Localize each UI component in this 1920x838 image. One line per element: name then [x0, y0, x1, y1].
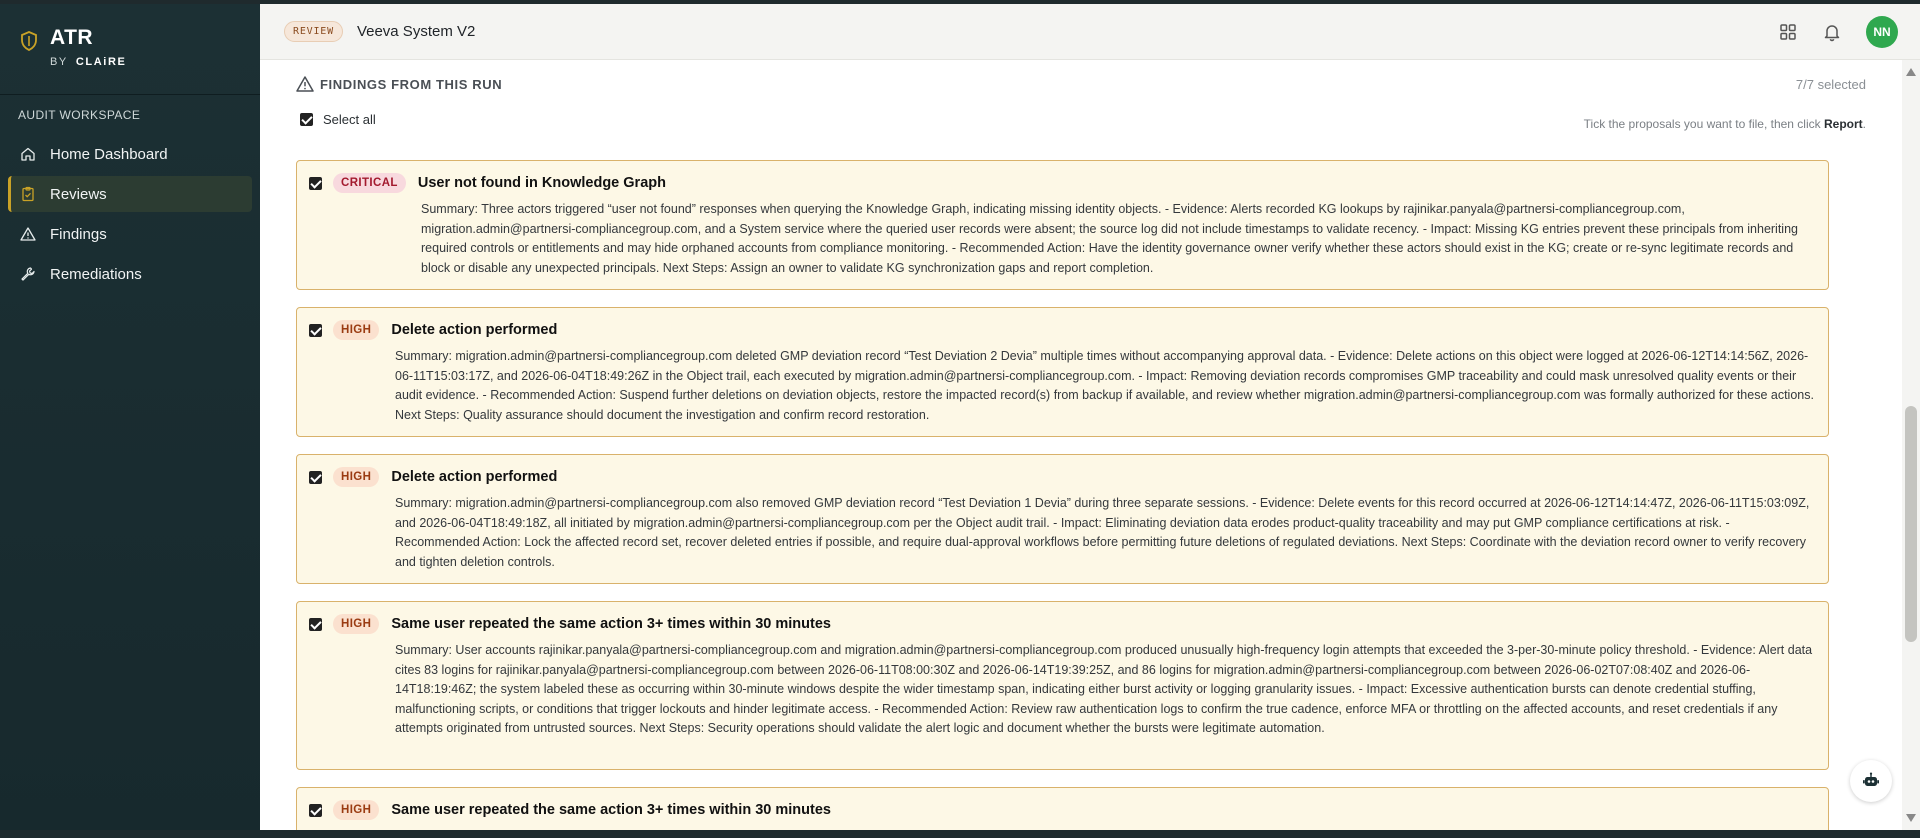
warning-icon: [20, 226, 36, 242]
finding-head: [333, 614, 831, 634]
scrollbar-thumb[interactable]: [1905, 406, 1917, 642]
severity-badge: HIGH: [333, 614, 379, 634]
finding-title: Delete action performed: [391, 469, 558, 485]
finding-title: User not found in Knowledge Graph: [417, 175, 666, 191]
hint-action: Report: [1823, 117, 1863, 131]
severity-badge: HIGH: [333, 320, 379, 340]
hint-text: Tick the proposals you want to file, then click: [1583, 117, 1821, 131]
brand-title: ATR: [50, 26, 94, 49]
scroll-down-arrow-icon[interactable]: [1906, 814, 1916, 822]
warning-icon: [296, 75, 314, 93]
selected-count: 7/7 selected: [1795, 76, 1866, 92]
finding-head: [333, 800, 831, 820]
status-badge: REVIEW: [284, 21, 343, 42]
finding-checkbox[interactable]: [309, 324, 322, 337]
home-icon: [20, 146, 36, 162]
clipboard-icon: [20, 186, 36, 202]
apps-grid-icon[interactable]: [1778, 22, 1798, 42]
main-content: [260, 60, 1902, 830]
page-scrollbar[interactable]: [1902, 60, 1920, 830]
sidebar-item-remediations[interactable]: [8, 256, 252, 292]
sidebar-item-reviews[interactable]: [8, 176, 252, 212]
finding-checkbox[interactable]: [309, 618, 322, 631]
scroll-up-arrow-icon[interactable]: [1906, 68, 1916, 76]
finding-checkbox[interactable]: [309, 471, 322, 484]
section-label-audit-workspace: AUDIT WORKSPACE: [18, 108, 141, 122]
finding-head: [333, 320, 557, 340]
hint-suffix: .: [1862, 117, 1866, 131]
sidebar-item-findings[interactable]: [8, 216, 252, 252]
findings-panel: [296, 60, 1866, 830]
findings-title: FINDINGS FROM THIS RUN: [320, 76, 503, 92]
avatar[interactable]: NN: [1866, 16, 1898, 48]
finding-summary: Summary: migration.admin@partnersi-compliancegroup.com deleted GMP deviation record “Test Deviation 2 Devia” multiple times without accompanying approval data. - Evidence: Delete actions on this object were logged at 2026-06-12T14:14:56Z, 2026-06-11T15:03:17Z, and 2026-06-04T18:49:26Z in the Object trail, each executed by migration.admin@partnersi-compliancegroup.com. - Impact: Removing deviation records compromises GMP traceability and could mask unresolved quality events or their audit evidence. - Recommended Action: Suspend further deletions on deviation objects, restore the impacted record(s) from backup if available, and review whether migration.admin@partnersi-compliancegroup.com was formally authorized for these actions. Next Steps: Quality assurance should document the investigation and confirm record restoration.: [395, 349, 1814, 422]
finding-card[interactable]: [296, 454, 1829, 584]
finding-head: [333, 173, 666, 193]
finding-card[interactable]: [296, 601, 1829, 770]
robot-icon: [1861, 771, 1881, 791]
sidebar-divider: [0, 94, 260, 95]
finding-title: Same user repeated the same action 3+ times within 30 minutes: [391, 802, 831, 818]
top-header: [260, 4, 1920, 60]
instructions-hint: [1584, 117, 1866, 131]
brand-logo[interactable]: [0, 4, 260, 90]
severity-badge: CRITICAL: [333, 173, 406, 193]
sidebar-item-home-dashboard[interactable]: [8, 136, 252, 172]
wrench-icon: [20, 266, 36, 282]
shield-icon: [20, 31, 38, 51]
finding-summary: Summary: Three actors triggered “user not found” responses when querying the Knowledge Graph, indicating missing identity objects. - Evidence: Alerts recorded KG lookups by rajinikar.panyala@partnersi-compliancegroup.com, migration.admin@partnersi-compliancegroup.com, and a System service where the queried user records were absent; the source log did not include timestamps to validate recency. - Impact: Missing KG entries prevent these principals from inheriting required controls or entitlements and may hide orphaned accounts from compliance monitoring. - Recommended Action: Have the identity governance owner verify whether these actors should exist in the KG; create or re-sync legitimate records and block or disable any unexpected principals. Next Steps: Assign an owner to validate KG synchronization gaps and report completion.: [421, 202, 1798, 275]
brand-by-label: BY: [50, 56, 68, 68]
page-title: Veeva System V2: [356, 23, 476, 40]
finding-title: Same user repeated the same action 3+ times within 30 minutes: [391, 616, 831, 632]
chatbot-button[interactable]: [1850, 760, 1892, 802]
select-all-checkbox[interactable]: [300, 112, 376, 127]
header-actions: [1778, 16, 1898, 48]
sidebar-item-label: Findings: [50, 225, 107, 243]
bottom-window-strip: [0, 830, 1920, 838]
sidebar-item-label: Remediations: [50, 265, 142, 283]
brand-by-name: CLAiRE: [75, 56, 127, 68]
severity-badge: HIGH: [333, 467, 379, 487]
sidebar-nav: [8, 136, 252, 296]
select-all-label: Select all: [323, 112, 376, 127]
severity-badge: HIGH: [333, 800, 379, 820]
sidebar-item-label: Home Dashboard: [50, 145, 168, 163]
finding-summary: Summary: migration.admin@partnersi-compliancegroup.com also removed GMP deviation record “Test Deviation 1 Devia” during three separate sessions. - Evidence: Delete events for this record occurred at 2026-06-12T14:14:47Z, 2026-06-11T15:03:09Z, and 2026-06-04T18:49:18Z, all initiated by migration.admin@partnersi-compliancegroup.com per the Object audit trail. - Impact: Eliminating deviation data erodes product-quality traceability and may put GMP compliance certifications at risk. - Recommended Action: Lock the affected record set, recover deleted entries if possible, and require dual-approval workflows before permitting future deletions of regulated deviations. Next Steps: Coordinate with the deviation record owner to verify recovery and tighten deletion controls.: [395, 496, 1810, 569]
checkbox-icon[interactable]: [300, 113, 313, 126]
finding-title: Delete action performed: [391, 322, 558, 338]
sidebar-item-label: Reviews: [50, 185, 107, 203]
finding-summary: Summary: User accounts rajinikar.panyala@partnersi-compliancegroup.com and migration.admin@partnersi-compliancegroup.com produced unusually high-frequency login attempts that exceeded the 3-per-30-minute policy threshold. - Evidence: Alert data cites 83 logins for rajinikar.panyala@partnersi-compliancegroup.com between 2026-06-11T08:00:30Z and 2026-06-14T19:39:25Z, and 86 logins for migration.admin@partnersi-compliancegroup.com between 2026-06-02T07:08:40Z and 2026-06-14T18:19:46Z; the system labeled these as occurring within 30-minute windows despite the wider timestamp span, indicating either burst activity or logging granularity issues. - Impact: Excessive authentication bursts can denote credential stuffing, malfunctioning scripts, or conditions that trigger lockouts and hinder legitimate access. - Recommended Action: Review raw authentication logs to confirm the true cadence, enforce MFA or throttling on the affected accounts, and reset credentials if any attempts originated from untrusted sources. Next Steps: Security operations should validate the alert logic and document whether the bursts were legitimate automation.: [395, 643, 1813, 736]
finding-card[interactable]: [296, 307, 1829, 437]
bell-icon[interactable]: [1822, 22, 1842, 42]
finding-head: [333, 467, 557, 487]
sidebar: [0, 4, 260, 830]
finding-card[interactable]: [296, 787, 1829, 830]
brand-byline: [50, 56, 126, 68]
finding-checkbox[interactable]: [309, 804, 322, 817]
finding-card[interactable]: [296, 160, 1829, 290]
findings-header: [296, 72, 1866, 96]
finding-checkbox[interactable]: [309, 177, 322, 190]
